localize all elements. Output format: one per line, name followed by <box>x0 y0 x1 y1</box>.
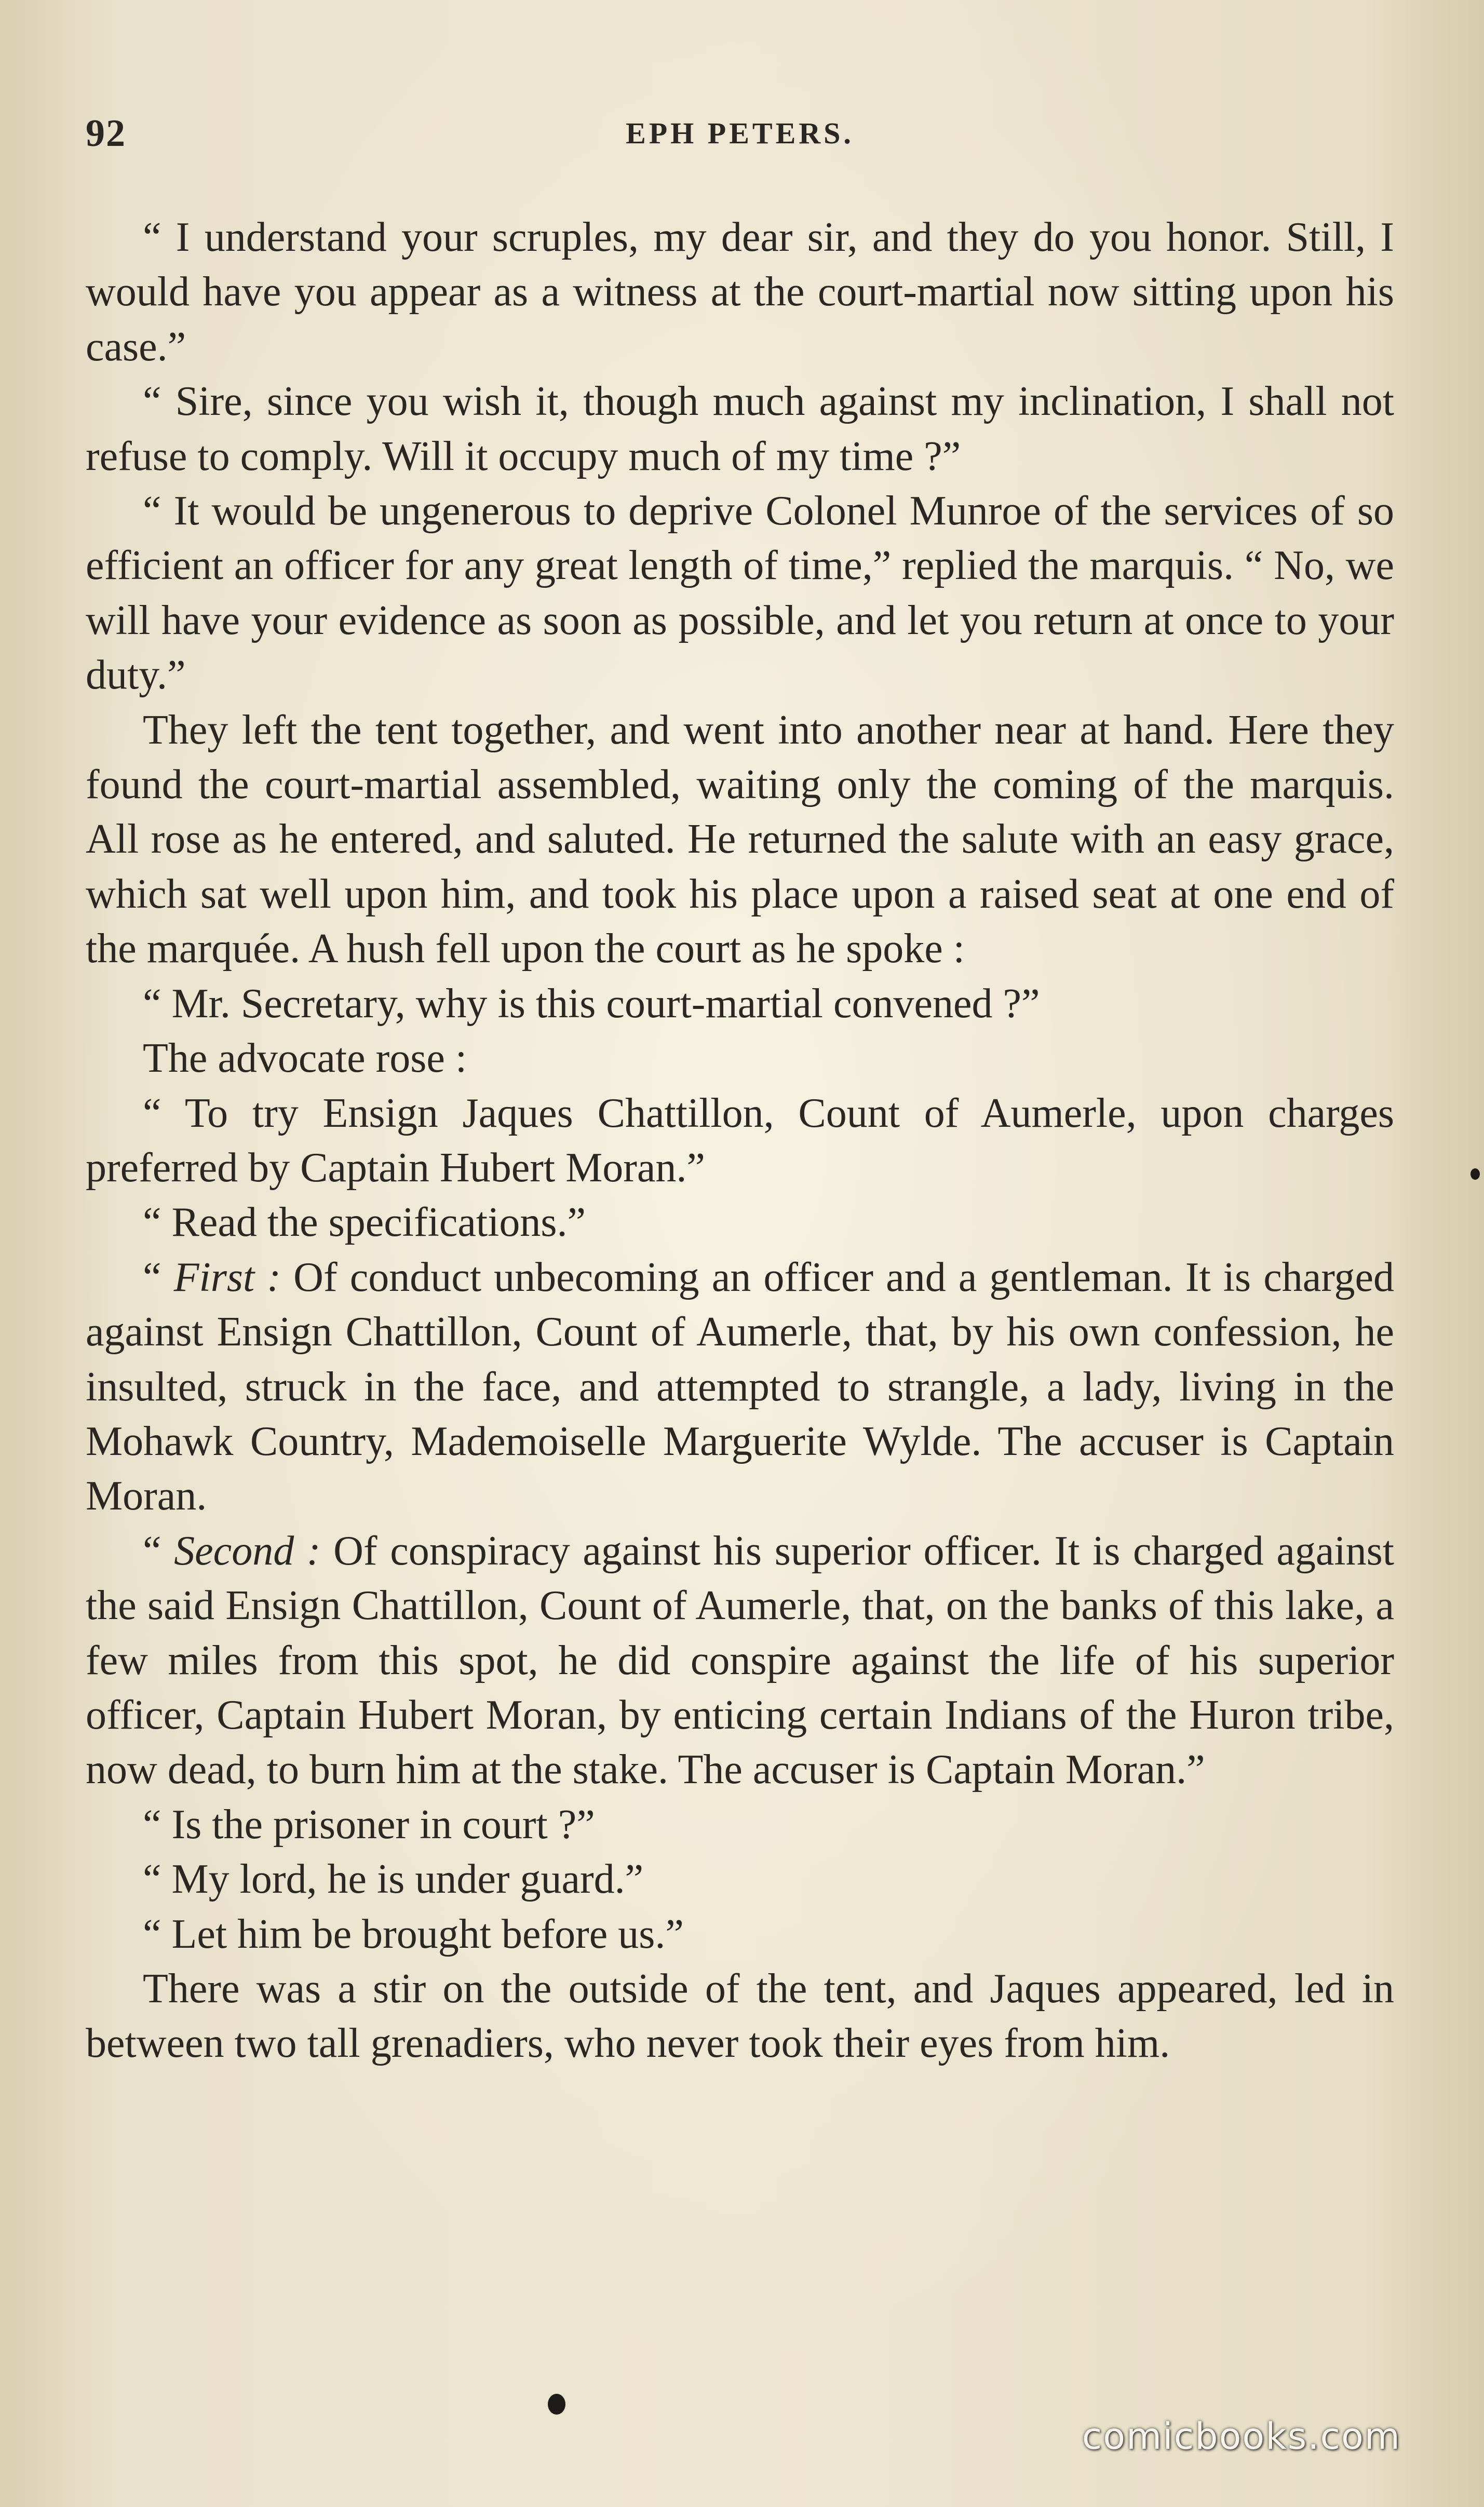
paragraph: “ Read the specifications.” <box>143 1199 586 1246</box>
paragraph: The advocate rose : <box>143 1035 467 1082</box>
page-number: 92 <box>86 112 126 155</box>
paragraph-specification-second: “ Second : Of conspiracy against his superior officer. It is charged against the said Ensign Chattillon, Count of Aumerle, that, on the banks of this lake, a few miles from this spot, he did conspire against the life of his superior officer, Captain Hubert Moran, by enticing certain Indians of the Huron tribe, now dead, to burn him at the stake. The accuser is Captain Moran.” <box>86 1528 1394 1793</box>
page-header <box>86 112 1394 158</box>
paragraph: There was a stir on the outside of the tent, and Jaques appeared, led in between two tall grenadiers, who never took their eyes from him. <box>86 1966 1394 2067</box>
ink-blot <box>548 2394 565 2415</box>
ink-blot <box>1470 1168 1480 1180</box>
paragraph: “ My lord, he is under guard.” <box>143 1856 644 1903</box>
paragraph: “ I understand your scruples, my dear sir, and they do you honor. Still, I would have you appear as a witness at the court-martial now sitting upon his case.” <box>86 214 1394 370</box>
paragraph: “ Sire, since you wish it, though much against my inclination, I shall not refuse to comply. Will it occupy much of my time ?” <box>86 379 1394 479</box>
paragraph: “ Mr. Secretary, why is this court-martial convened ?” <box>143 980 1040 1027</box>
watermark: comicbooks.com <box>1082 2415 1401 2458</box>
specification-label: Second : <box>174 1528 321 1574</box>
specification-label: First : <box>173 1254 281 1300</box>
paragraph: “ Is the prisoner in court ?” <box>143 1801 595 1848</box>
paragraph: “ To try Ensign Jaques Chattillon, Count of Aumerle, upon charges preferred by Captain Hubert Moran.” <box>86 1090 1394 1191</box>
paragraph: “ Let him be brought before us.” <box>143 1911 684 1957</box>
paragraph-specification-first: “ First : Of conduct unbecoming an officer and a gentleman. It is charged against Ensign Chattillon, Count of Aumerle, that, by his own confession, he insulted, struck in the face, and attempted to strangle, a lady, living in the Mohawk Country, Mademoiselle Marguerite Wylde. The accuser is Captain Moran. <box>86 1254 1395 1519</box>
paragraph: “ It would be ungenerous to deprive Colonel Munroe of the services of so efficient an officer for any great length of time,” replied the marquis. “ No, we will have your evidence as soon as possible, and let you return at once to your duty.” <box>86 488 1394 698</box>
body-text <box>86 210 1394 2071</box>
paragraph: They left the tent together, and went into another near at hand. Here they found the court-martial assembled, waiting only the coming of the marquis. All rose as he entered, and saluted. He returned the salute with an easy grace, which sat well upon him, and took his place upon a raised seat at one end of the marquée. A hush fell upon the court as he spoke : <box>86 707 1394 972</box>
running-head: EPH PETERS. <box>626 116 854 150</box>
